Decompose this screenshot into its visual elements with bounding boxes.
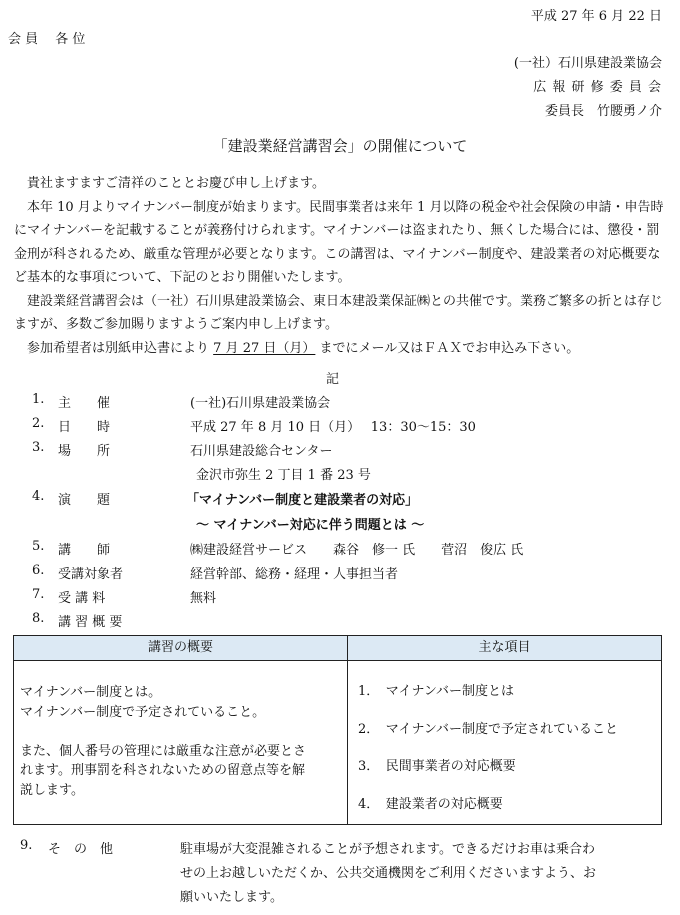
- paragraph-cohost: 建設業経営講習会は（一社）石川県建設業協会、東日本建設業保証㈱との共催です。業務ご繁多の折とは存じますが、多数ご参加賜りますようご案内申し上げます。: [14, 293, 663, 332]
- ki-mark: 記: [326, 372, 340, 387]
- paragraph-mynumber: 本年 10 月よりマイナンバー制度が始まります。民間事業者は来年 1 月以降の税金や社会保険の申請・申告時にマイナンバーを記載することが義務付けられます。マイナンバーは盗まれたり、無くした場合には、懲役・罰金刑が科されるため、厳重な管理が必要となります。この講習は、マイナンバー制度や、建設業者の対応概要など基本的な事項について、下記のとおり開催いたします。: [14, 199, 664, 285]
- item-2-value: 平成 27 年 8 月 10 日（月） 13：30〜15：30: [190, 420, 476, 435]
- summary-col1-line: れます。刑事罰を科されないための留意点等を解: [20, 763, 305, 778]
- item-3-value: 石川県建設総合センター: [190, 444, 333, 459]
- application-suffix: までにメール又はＦＡＸでお申込み下さい。: [319, 340, 580, 356]
- item-7-value: 無料: [190, 591, 217, 606]
- item-2-label: 日 時: [58, 420, 111, 435]
- item-6-value: 経営幹部、総務・経理・人事担当者: [190, 567, 399, 582]
- item-1-label: 主 催: [58, 396, 111, 411]
- item-2-num: 2.: [32, 416, 45, 431]
- paragraph-greeting: 貴社ますますご清祥のこととお慶び申し上げます。: [27, 176, 325, 191]
- sender-committee: 広 報 研 修 委 員 会: [533, 80, 662, 95]
- application-deadline: 7 月 27 日（月）: [213, 340, 316, 356]
- summary-col1-line: マイナンバー制度とは。: [20, 685, 162, 700]
- summary-col2-item: 4． 建設業者の対応概要: [358, 797, 503, 812]
- paragraph-application: [14, 337, 664, 361]
- summary-col2-header: 主な項目: [348, 636, 661, 661]
- summary-col1-line: [20, 722, 306, 742]
- item-9-num: 9.: [20, 838, 33, 853]
- summary-col1-line: マイナンバー制度で予定されていること。: [20, 704, 266, 720]
- item-4-value: 「マイナンバー制度と建設業者の対応」: [186, 493, 419, 508]
- addressee: 会 員 各 位: [8, 32, 86, 47]
- item-9-line: 願いいたします。: [180, 890, 283, 905]
- item-6-label: 受講対象者: [58, 567, 124, 582]
- document-date: 平成 27 年 6 月 22 日: [530, 9, 662, 24]
- table-divider: [347, 636, 348, 824]
- item-5-num: 5.: [32, 539, 45, 554]
- item-1-num: 1.: [32, 392, 45, 407]
- summary-col2-item: 3． 民間事業者の対応概要: [358, 759, 516, 774]
- item-1-value: (一社)石川県建設業協会: [190, 396, 331, 411]
- summary-col1-line: 説します。: [20, 782, 84, 798]
- item-8-num: 8.: [32, 611, 45, 626]
- summary-table: [13, 635, 662, 825]
- item-4-num: 4.: [32, 489, 45, 504]
- summary-col2-item: 1． マイナンバー制度とは: [358, 684, 514, 699]
- sender-chair: 委員長 竹腰勇ノ介: [544, 104, 662, 119]
- item-7-num: 7.: [32, 587, 45, 602]
- item-9-line: 駐車場が大変混雑されることが予想されます。できるだけお車は乗合わ: [180, 842, 595, 857]
- item-4-label: 演 題: [58, 493, 111, 508]
- sender-org: (一社）石川県建設業協会: [513, 56, 662, 71]
- item-4-value2: 〜 マイナンバー対応に伴う問題とは 〜: [196, 518, 425, 533]
- application-prefix: 参加希望者は別紙申込書により: [27, 340, 210, 356]
- body-paragraphs: [14, 172, 664, 360]
- item-9-label: そ の 他: [48, 842, 114, 857]
- summary-col1-header: 講習の概要: [14, 636, 347, 661]
- item-9-line: せの上お越しいただくか、公共交通機関をご利用くださいますよう、お: [180, 866, 597, 881]
- summary-col1-line: また、個人番号の管理には厳重な注意が必要とさ: [20, 743, 307, 759]
- item-5-value: ㈱建設経営サービス 森谷 修一 氏 菅沼 俊広 氏: [190, 543, 524, 558]
- item-8-label: 講 習 概 要: [58, 615, 123, 630]
- item-9-text: [180, 838, 596, 910]
- item-5-label: 講 師: [58, 543, 111, 558]
- item-7-label: 受 講 料: [58, 591, 106, 606]
- item-6-num: 6.: [32, 563, 45, 578]
- summary-col1-body: [20, 683, 306, 800]
- item-3-label: 場 所: [58, 444, 111, 459]
- summary-col2-item: 2． マイナンバー制度で予定されていること: [358, 722, 618, 737]
- item-3-value2: 金沢市弥生 2 丁目 1 番 23 号: [196, 468, 371, 483]
- page-title: 「建設業経営講習会」の開催について: [212, 137, 468, 155]
- item-3-num: 3.: [32, 440, 45, 455]
